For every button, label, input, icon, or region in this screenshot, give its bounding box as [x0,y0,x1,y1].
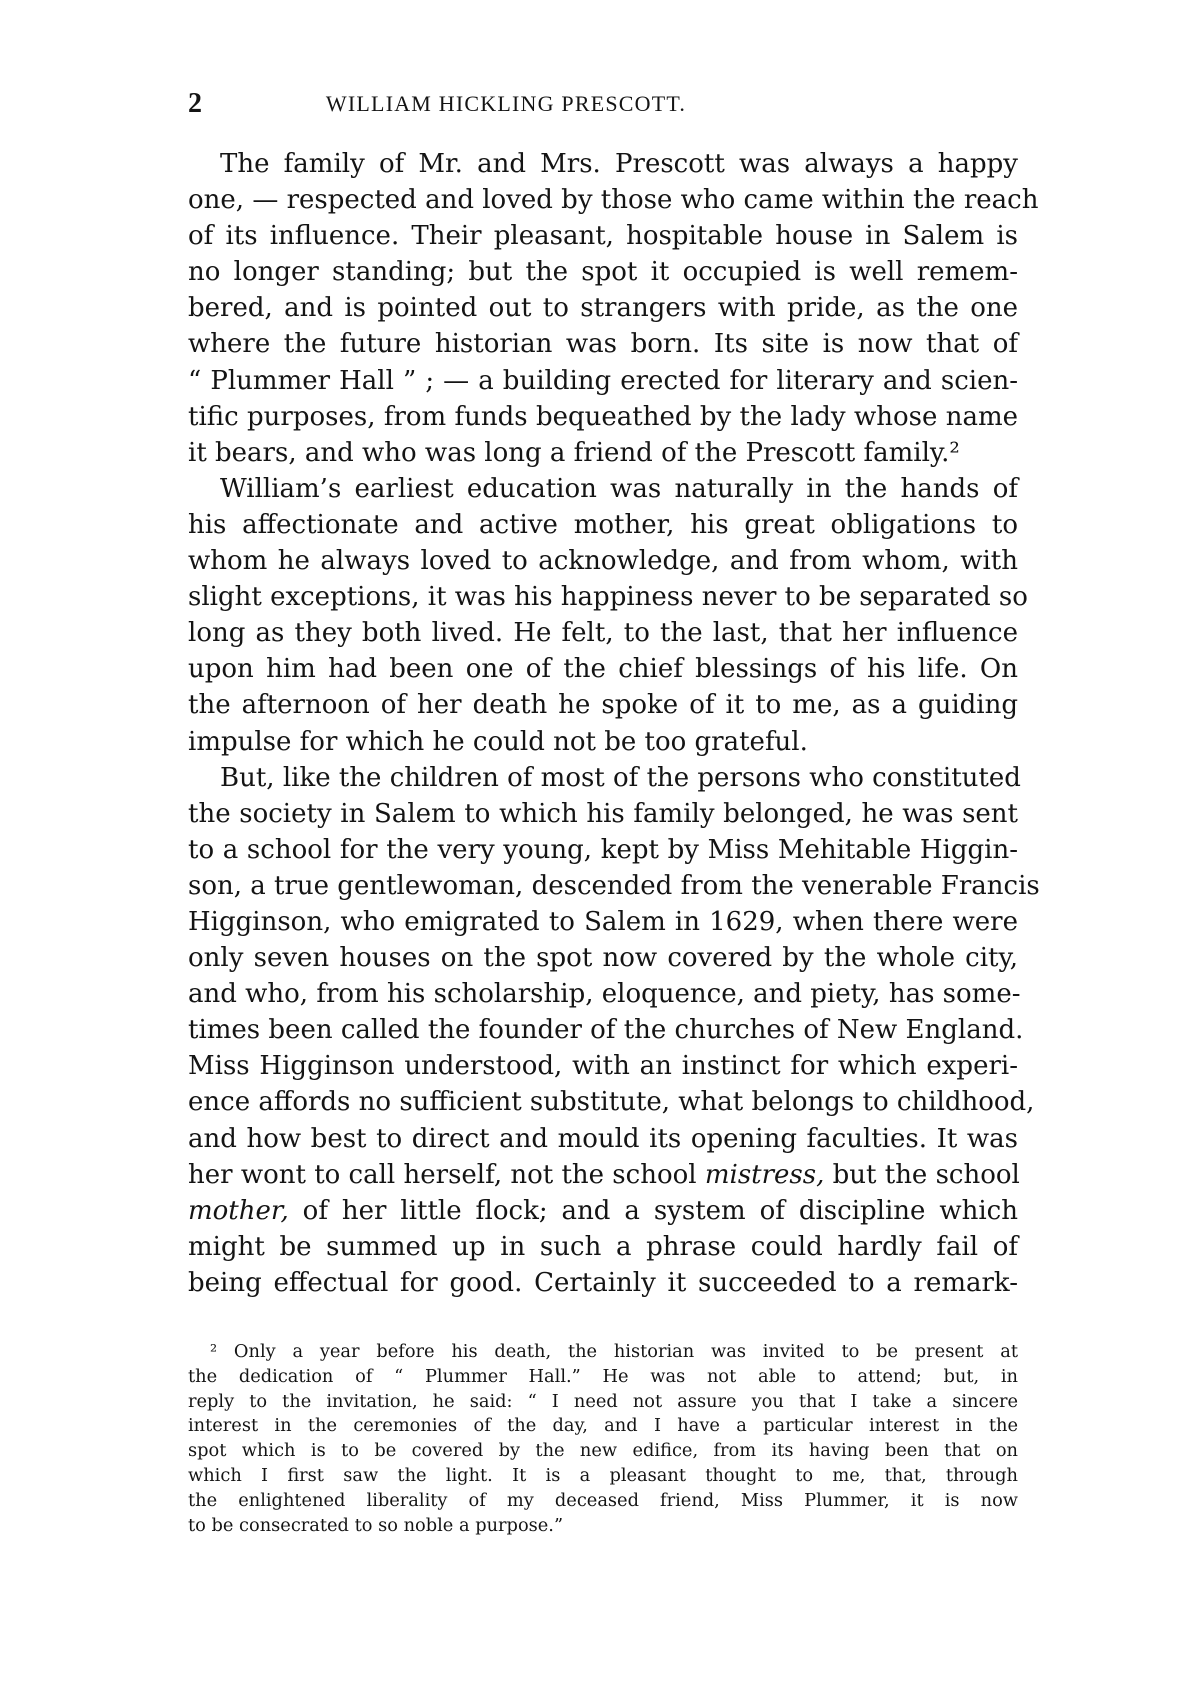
text-line: times been called the founder of the churches of New England. [188,1015,1024,1046]
text-line: slight exceptions, it was his happiness never to be separated so [188,582,1028,613]
text-run: but the school [824,1159,1020,1190]
body-text [188,146,1040,1301]
text-line: being effectual for good. Certainly it succeeded to a remark- [188,1267,1018,1298]
footnote-line: spot which is to be covered by the new edifice, from its having been that on [188,1440,1018,1462]
footnote-line: ² Only a year before his death, the historian was invited to be present at [210,1341,1018,1362]
text-line: But, like the children of most of the persons who constituted [220,762,1021,793]
text-line: and how best to direct and mould its opening faculties. It was [188,1123,1018,1154]
paragraph-1 [188,146,1039,471]
text-line: tific purposes, from funds bequeathed by the lady whose name [188,401,1018,432]
text-line: his affectionate and active mother, his great obligations to [188,509,1018,540]
text-line: only seven houses on the spot now covered by the whole city, [188,943,1018,974]
text-line: son, a true gentlewoman, descended from the venerable Francis [188,870,1040,901]
text-line: bered, and is pointed out to strangers with pride, as the one [188,293,1018,324]
footnote-line: reply to the invitation, he said: “ I need not assure you that I take a sincere [188,1390,1018,1412]
text-line: no longer standing; but the spot it occupied is well remem- [188,257,1018,288]
text-line: Miss Higginson understood, with an instinct for which experi- [188,1051,1018,1082]
text-line: impulse for which he could not be too grateful. [188,726,808,757]
text-line: might be summed up in such a phrase could hardly fail of [188,1231,1018,1262]
text-line: one, — respected and loved by those who came within the reach [188,185,1039,216]
text-line: “ Plummer Hall ” ; — a building erected for literary and scien- [188,365,1018,396]
italic-word: mistress, [704,1159,825,1190]
text-line-with-italic [188,1193,1018,1229]
text-line: it bears, and who was long a friend of the Prescott family.² [188,437,960,468]
running-title: WILLIAM HICKLING PRESCOTT. [325,91,687,116]
text-line: whom he always loved to acknowledge, and from whom, with [188,546,1018,577]
footnote-line: to be consecrated to so noble a purpose.” [188,1514,564,1536]
paragraph-3 [188,760,1040,1301]
page-header [188,88,824,128]
footnote [188,1340,1018,1538]
text-run: her wont to call herself, not the school [188,1159,705,1190]
text-run: of her little flock; and a system of discipline which [288,1195,1018,1226]
page-number: 2 [188,88,202,119]
text-line: The family of Mr. and Mrs. Prescott was always a happy [220,149,1018,179]
text-line: the society in Salem to which his family belonged, he was sent [188,798,1018,829]
text-line: and who, from his scholarship, eloquence, and piety, has some- [188,979,1021,1010]
footnote-line: the enlightened liberality of my deceased friend, Miss Plummer, it is now [188,1489,1018,1511]
text-line: upon him had been one of the chief blessings of his life. On [188,654,1018,685]
footnote-line: interest in the ceremonies of the day, and I have a particular interest in the [188,1415,1018,1437]
footnote-line: the dedication of “ Plummer Hall.” He was not able to attend; but, in [188,1365,1018,1387]
text-line-with-italic [188,1157,1018,1193]
text-line: long as they both lived. He felt, to the last, that her influence [188,618,1018,649]
text-line: William’s earliest education was naturally in the hands of [220,473,1018,504]
text-line: ence affords no sufficient substitute, what belongs to childhood, [188,1087,1035,1118]
footnote-line: which I first saw the light. It is a pleasant thought to me, that, through [188,1464,1018,1486]
text-line: to a school for the very young, kept by Miss Mehitable Higgin- [188,834,1018,865]
text-line: where the future historian was born. Its site is now that of [188,329,1018,360]
italic-word: mother, [188,1195,289,1226]
text-line: of its influence. Their pleasant, hospitable house in Salem is [188,221,1018,252]
text-line: the afternoon of her death he spoke of it to me, as a guiding [188,690,1018,721]
text-line: Higginson, who emigrated to Salem in 1629, when there were [188,906,1018,937]
paragraph-2 [188,471,1028,760]
